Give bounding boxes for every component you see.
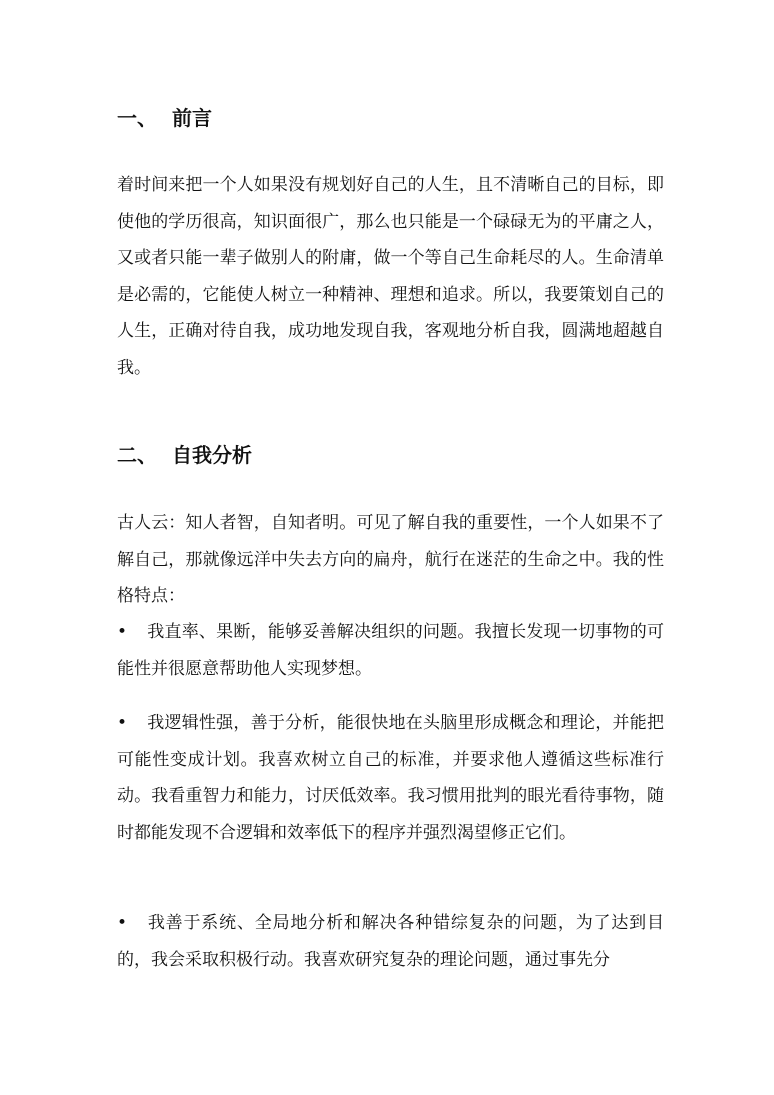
bullet-item — [117, 705, 664, 851]
section-heading-preface — [117, 106, 212, 130]
preface-paragraph: 着时间来把一个人如果没有规划好自己的人生，且不清晰自己的目标，即使他的学历很高，知识面很广，那么也只能是一个碌碌无为的平庸之人，又或者只能一辈子做别人的附庸，做一个等自己生命耗尽的人。生命清单是必需的，它能使人树立一种精神、理想和追求。所以，我要策划自己的人生，正确对待自我，成功地发现自我，客观地分析自我，圆满地超越自我。 — [117, 175, 664, 378]
bullet-marker: • — [117, 713, 128, 733]
bullet-item — [117, 905, 664, 978]
bullet-text: 我善于系统、全局地分析和解决各种错综复杂的问题，为了达到目的，我会采取积极行动。我喜欢研究复杂的理论问题，通过事先分 — [117, 913, 664, 970]
section-number: 一、 — [117, 106, 157, 130]
bullet-marker: • — [117, 622, 128, 642]
bullet-marker: • — [117, 913, 128, 933]
section-title: 前言 — [172, 106, 212, 130]
section-number: 二、 — [117, 443, 157, 467]
section-heading-self-analysis — [117, 443, 252, 467]
bullet-text: 我逻辑性强，善于分析，能很快地在头脑里形成概念和理论，并能把可能性变成计划。我喜欢树立自己的标准，并要求他人遵循这些标准行动。我看重智力和能力，讨厌低效率。我习惯用批判的眼光看待事物，随时都能发现不合逻辑和效率低下的程序并强烈渴望修正它们。 — [117, 713, 664, 843]
bullet-item — [117, 614, 664, 687]
bullet-text: 我直率、果断，能够妥善解决组织的问题。我擅长发现一切事物的可能性并很愿意帮助他人实现梦想。 — [117, 622, 664, 679]
self-analysis-paragraph: 古人云：知人者智，自知者明。可见了解自我的重要性，一个人如果不了解自己，那就像远洋中失去方向的扁舟，航行在迷茫的生命之中。我的性格特点： — [117, 513, 664, 606]
section-title: 自我分析 — [172, 443, 252, 467]
